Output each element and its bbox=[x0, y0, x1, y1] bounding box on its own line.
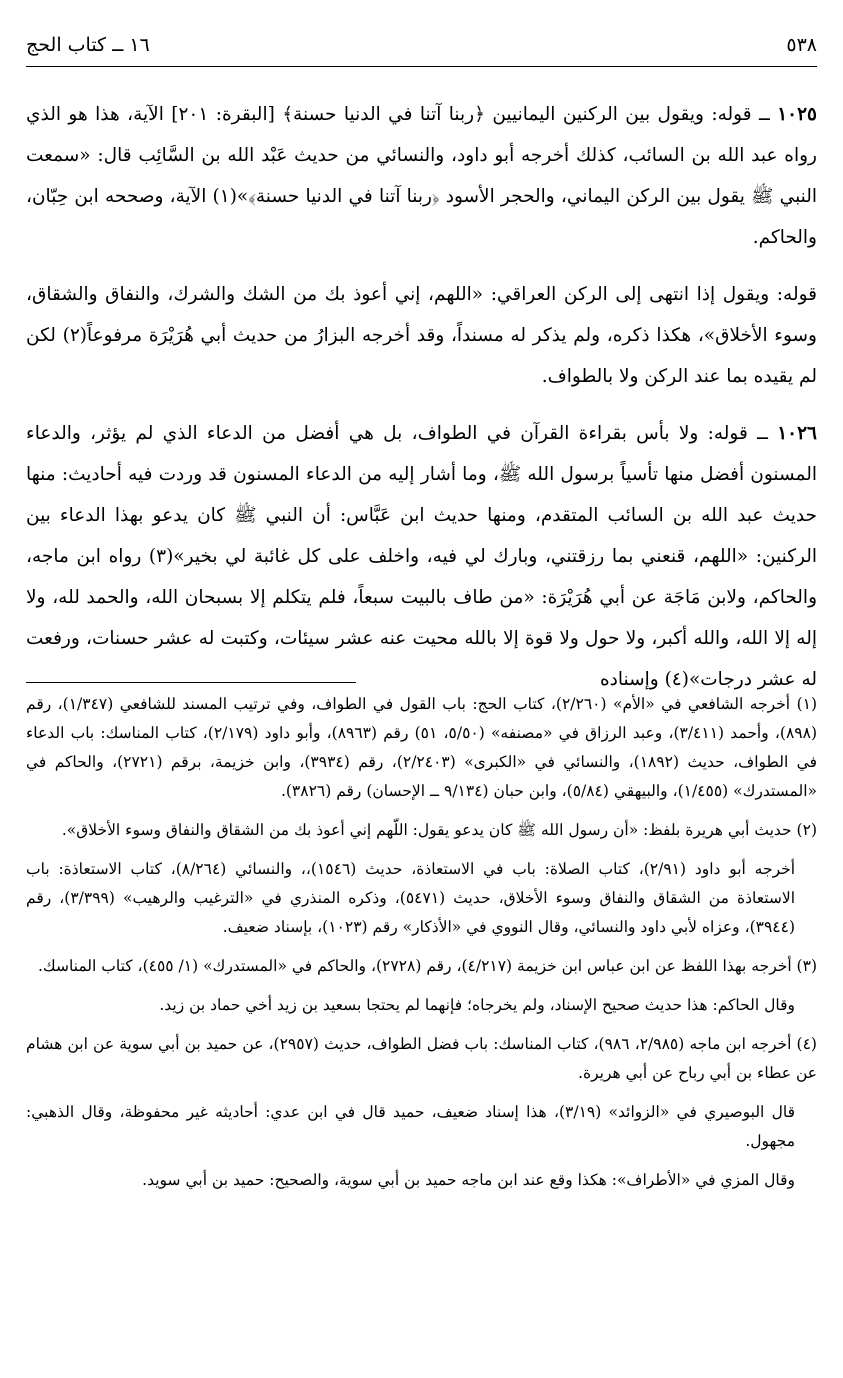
header-rule bbox=[26, 66, 817, 67]
paragraph bbox=[26, 94, 817, 258]
page-header bbox=[26, 28, 817, 62]
footnote: (٣) أخرجه بهذا اللفظ عن ابن عباس ابن خزيمة (٤/٢١٧)، رقم (٢٧٢٨)، والحاكم في «المستدرك» (١/ ٤٥٥)، كتاب المناسك. bbox=[37, 957, 817, 975]
footnote-continuation: أخرجه أبو داود (٢/٩١)، كتاب الصلاة: باب في الاستعاذة، حديث (١٥٤٦)،، والنسائي (٨/٢٦٤)، كتاب الاستعاذة: باب الاستعاذة من الشقاق والنفاق وسوء الأخلاق، حديث (٥٤٧١)، وذكره المنذري في «الترغيب والرهيب» (٣/٣٩٩)، رقم (٣٩٤٤)، وعزاه لأبي داود والنسائي، وقال النووي في «الأذكار» رقم (١٠٢٣)، بإسناد ضعيف. bbox=[26, 860, 796, 936]
paragraph bbox=[26, 413, 817, 700]
footnote-continuation: وقال الحاكم: هذا حديث صحيح الإسناد، ولم يخرجاه؛ فإنهما لم يحتجا بسعيد بن زيد أخي حماد بن زيد. bbox=[159, 996, 795, 1014]
paragraph-text: قوله: ويقول إذا انتهى إلى الركن العراقي: «اللهم، إني أعوذ بك من الشك والشرك، والنفاق والشقاق، وسوء الأخلاق»، هكذا ذكره، ولم يذكر له مسنداً، وقد أخرجه البزارُ من حديث أبي هُرَيْرَة مرفوعاً(٢) لكن لم يقيده بما عند الركن ولا بالطواف. bbox=[26, 284, 817, 387]
main-text bbox=[26, 94, 817, 716]
footnote: (٤) أخرجه ابن ماجه (٢/٩٨٥، ٩٨٦)، كتاب المناسك: باب فضل الطواف، حديث (٢٩٥٧)، عن حميد بن أبي سوية عن ابن هشام عن عطاء بن أبي رباح عن أبي هريرة. bbox=[26, 1035, 817, 1082]
footnotes bbox=[26, 690, 817, 1205]
paragraph-text: ــ قوله: ويقول بين الركنين اليمانيين ﴿ربنا آتنا في الدنيا حسنة﴾ [البقرة: ٢٠١] الآية، هذا هو الذي رواه عبد الله بن السائب، كذلك أخرجه أبو داود، والنسائي من حديث عَبْد الله بن السَّائِب قال: «سمعت النبي ﷺ يقول بين الركن اليماني، والحجر الأسود ﴿ربنا آتنا في الدنيا حسنة﴾»(١) الآية، وصححه ابن حِبّان، والحاكم. bbox=[26, 104, 818, 248]
paragraph bbox=[26, 274, 817, 397]
paragraph-text: ــ قوله: ولا بأس بقراءة القرآن في الطواف، بل هي أفضل من الدعاء الذي لم يؤثر، والدعاء المسنون أفضل منها تأسياً برسول الله ﷺ، وما أشار إليه من الدعاء المسنون قد وردت فيه أحاديث: منها حديث عبد الله بن السائب المتقدم، ومنها حديث ابن عَبَّاس: أن النبي ﷺ كان يدعو بهذا الدعاء بين الركنين: «اللهم، قنعني بما رزقتني، وبارك لي فيه، واخلف على كل غائبة لي بخير»(٣) رواه ابن ماجه، والحاكم، ولابن مَاجَة عن أبي هُرَيْرَة: «من طاف بالبيت سبعاً، فلم يتكلم إلا بسبحان الله، والحمد لله، ولا إله إلا الله، والله أكبر، ولا حول ولا قوة إلا بالله محيت عنه عشر سيئات، وكتبت له عشر حسنات، ورفعت له عشر درجات»(٤) وإسناده bbox=[26, 423, 817, 690]
footnote: (١) أخرجه الشافعي في «الأم» (٢/٢٦٠)، كتاب الحج: باب القول في الطواف، وفي ترتيب المسند للشافعي (١/٣٤٧)، رقم (٨٩٨)، وأحمد (٣/٤١١)، وعبد الرزاق في «مصنفه» (٥/٥٠، ٥١) رقم (٨٩٦٣)، وأبو داود (٢/١٧٩)، كتاب المناسك: باب الدعاء في الطواف، حديث (١٨٩٢)، والنسائي في «الكبرى» (٢/٢٤٠٣)، رقم (٣٩٣٤)، وابن خزيمة، برقم (٢٧٢١)، والحاكم في «المستدرك» (١/٤٥٥)، والبيهقي (٥/٨٤)، وابن حبان (٩/١٣٤ ــ الإحسان) رقم (٣٨٢٦). bbox=[26, 695, 818, 800]
paragraph-number: ١٠٢٥ bbox=[777, 104, 817, 125]
footnote-continuation: وقال المزي في «الأطراف»: هكذا وقع عند ابن ماجه حميد بن أبي سوية، والصحيح: حميد بن أبي سويد. bbox=[142, 1171, 795, 1189]
footnote-continuation: قال البوصيري في «الزوائد» (٣/١٩)، هذا إسناد ضعيف، حميد قال في ابن عدي: أحاديثه غير محفوظة، وقال الذهبي: مجهول. bbox=[26, 1103, 795, 1150]
footnote: (٢) حديث أبي هريرة بلفظ: «أن رسول الله ﷺ كان يدعو يقول: اللّهم إني أعوذ بك من الشقاق والنفاق وسوء الأخلاق». bbox=[61, 821, 817, 839]
running-title: ١٦ ــ كتاب الحج bbox=[26, 34, 150, 56]
page-number: ٥٣٨ bbox=[786, 34, 817, 56]
footnote-separator bbox=[26, 682, 356, 683]
paragraph-number: ١٠٢٦ bbox=[777, 423, 817, 444]
